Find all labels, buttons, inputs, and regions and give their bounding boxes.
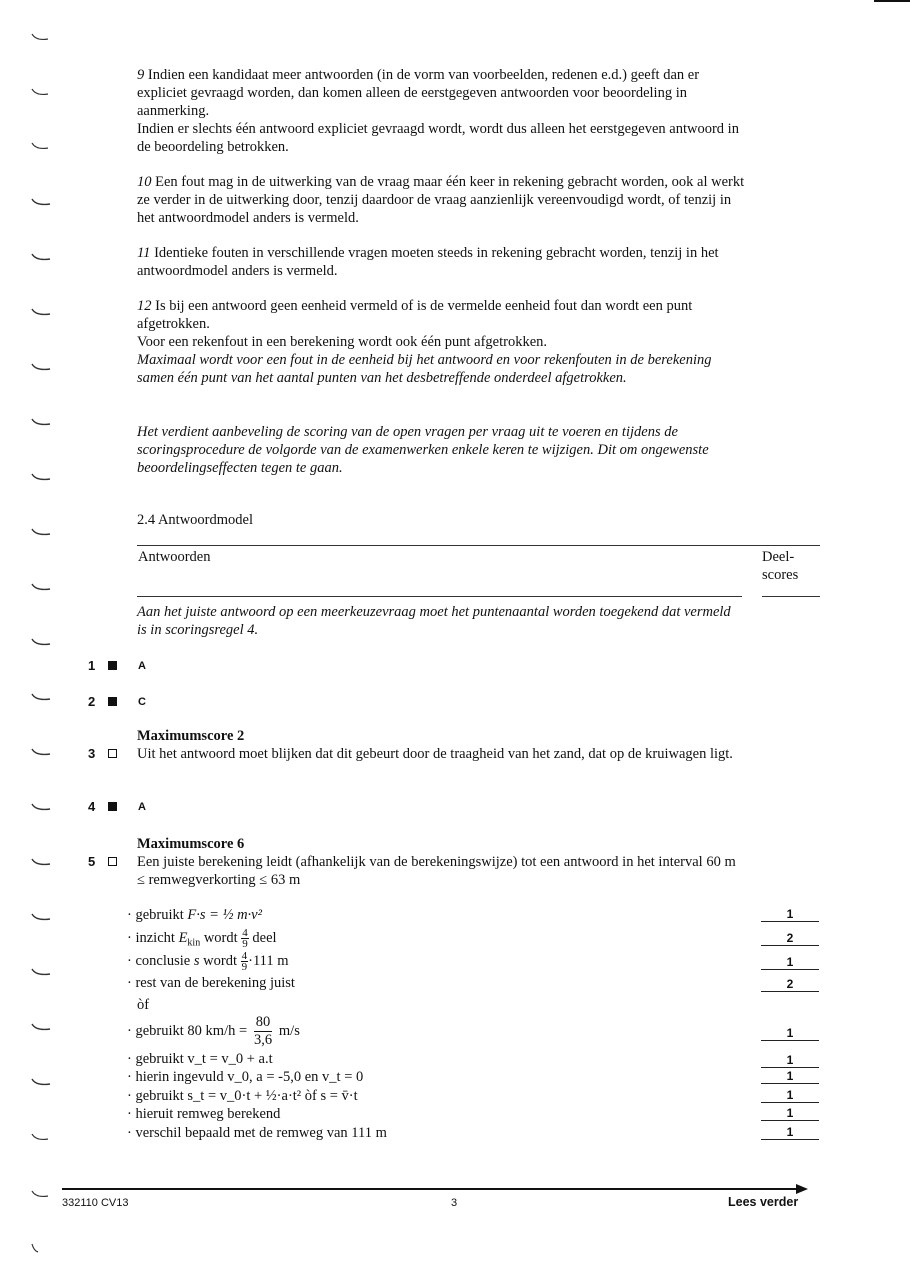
item-fraction [241,928,249,949]
rule-number: 10 [137,174,152,190]
item-text: m/s [275,1022,300,1039]
mc-answer: A [138,660,146,672]
scoring-item: · verschil bepaald met de remweg van 111 m [127,1125,387,1141]
mc-question-marker [108,802,117,811]
tick-mark [30,473,54,483]
max-score-label: Maximumscore 6 [137,836,245,852]
open-question-marker [108,857,117,866]
fraction-numerator: 4 [241,950,248,962]
item-score: 2 [761,931,819,946]
tick-mark [30,33,54,43]
max-score-label: Maximumscore 2 [137,728,245,744]
scoring-item: · hieruit remweg berekend [127,1106,281,1122]
scores-header-rule [762,596,820,597]
scoring-item: · rest van de berekening juist [127,975,295,991]
item-subscript: kin [187,937,201,949]
rule-number: 9 [137,67,145,83]
mc-note: Aan het juiste antwoord op een meerkeuzevraag moet het puntenaantal worden toegekend dat vermeld is in scoringsregel 4. [137,604,731,638]
question-number: 1 [88,658,96,673]
top-edge-line [874,0,910,2]
item-text: rest van de berekening juist [135,975,295,991]
item-text: gebruikt s_t = v_0·t + ½·a·t² òf s = v̄·t [135,1088,358,1104]
item-text: inzicht [135,929,179,946]
item-text: deel [248,929,277,946]
tick-mark [30,748,54,758]
rule-number: 12 [137,298,152,314]
tick-mark [30,253,54,263]
rule-11 [137,244,747,280]
scores-header-line2: scores [762,567,799,583]
tick-mark [30,803,54,813]
tick-mark [30,858,54,868]
item-text: gebruikt 80 km/h = [135,1022,251,1039]
column-header-answers: Antwoorden [138,549,211,565]
item-score: 1 [761,1088,819,1103]
lees-verder-link[interactable]: Lees verder [728,1195,799,1209]
tick-mark [30,1078,54,1088]
footer-rule [62,1188,802,1190]
tick-mark [30,1133,54,1143]
item-fraction [241,951,249,972]
scoring-item: · conclusie s wordt $\frac{4}{9}$ ·111 m [127,950,289,973]
rule-text: Een fout mag in de uitwerking van de vraag maar één keer in rekening gebracht worden, ook al werkt ze verder in de uitwerking door, tenzij daardoor de vraag aanzienlijk vereenvoudigd wordt, of tenzij in het antwoordmodel anders is vermeld. [137,174,745,226]
scoring-item: · gebruikt v_t = v_0 + a.t [127,1051,273,1067]
item-score: 2 [761,977,819,992]
tick-mark [30,363,54,373]
fraction-denominator: 9 [242,938,248,950]
tick-mark [30,968,54,978]
scoring-item: · gebruikt s_t = v_0·t + ½·a·t² òf s = v̄·t [127,1088,358,1104]
item-text: gebruikt v_t = v_0 + a.t [135,1051,273,1067]
tick-mark [30,142,54,152]
item-symbol: s [193,952,200,969]
alternative-marker: òf [137,997,150,1013]
footer-code: 332110 CV13 [62,1197,129,1209]
fraction-denominator: 3,6 [253,1032,273,1048]
rule-text-2: Voor een rekenfout in een berekening wordt ook één punt afgetrokken. [137,334,548,350]
question-number: 3 [88,746,96,761]
tick-mark [30,528,54,538]
section-title: 2.4 Antwoordmodel [137,512,253,528]
item-score: 1 [761,1106,819,1121]
tick-mark [30,583,54,593]
question-number: 2 [88,694,96,709]
fraction-numerator: 80 [255,1014,271,1030]
scoring-item: · gebruikt F·s = ½ m·v² [127,907,262,923]
mc-answer: C [138,696,146,708]
mc-question-marker [108,661,117,670]
scoring-item: · inzicht $E_{kin}$ wordt $\frac{4}{9}$ deel [127,927,277,950]
rule-10 [137,173,747,227]
item-score: 1 [761,1125,819,1140]
tick-mark [30,1190,54,1200]
rule-note-italic: Maximaal wordt voor een fout in de eenheid bij het antwoord en voor rekenfouten in de berekening samen één punt van het aantal punten van het desbetreffende onderdeel afgetrokken. [137,352,712,386]
item-fraction [254,1014,273,1049]
scores-header-line1: Deel- [762,549,795,565]
question-answer-text: Een juiste berekening leidt (afhankelijk van de berekeningswijze) tot een antwoord in het interval 60 m ≤ remwegverkorting ≤ 63 m [137,854,736,888]
tick-mark [30,198,54,208]
question-number: 4 [88,799,96,814]
tick-mark [30,913,54,923]
rule-text: Identieke fouten in verschillende vragen moeten steeds in rekening gebracht worden, tenzij in het antwoordmodel anders is vermeld. [137,245,719,279]
tick-mark [30,88,54,98]
fraction-denominator: 9 [241,961,248,973]
item-text: ·111 m [248,952,289,969]
tick-mark [30,638,54,648]
tick-mark [30,1243,54,1253]
item-score: 1 [761,1069,819,1084]
rule-12 [137,297,747,387]
rule-9 [137,66,747,156]
column-header-scores [762,548,798,584]
rule-text: Is bij een antwoord geen eenheid vermeld of is de vermelde eenheid fout dan wordt een punt afgetrokken. [137,298,693,332]
rule-number: 11 [137,245,151,261]
item-text: conclusie [135,952,194,969]
tick-mark [30,1023,54,1033]
item-text: wordt [200,929,242,946]
item-symbol: E [178,929,188,946]
recommendation: Het verdient aanbeveling de scoring van de open vragen per vraag uit te voeren en tijdens de scoringsprocedure de volgorde van de examenwerken enkele keren te wijzigen. Dit om ongewenste beoordelingseffecten tegen te gaan. [137,424,709,476]
question-number: 5 [88,854,96,869]
tick-mark [30,308,54,318]
next-arrow-icon [796,1184,808,1194]
table-top-rule [137,545,820,546]
item-text: wordt [199,952,241,969]
tick-mark [30,418,54,428]
item-score: 1 [761,1026,819,1041]
tick-mark [30,693,54,703]
item-text: hieruit remweg berekend [135,1106,281,1122]
mc-question-marker [108,697,117,706]
item-score: 1 [761,907,819,922]
scoring-item: · hierin ingevuld v_0, a = -5,0 en v_t = 0 [127,1069,364,1085]
rule-text-2: Indien er slechts één antwoord expliciet gevraagd wordt, wordt dus alleen het eerstgegeven antwoord in de beoordeling betrokken. [137,121,739,155]
open-question-marker [108,749,117,758]
scoring-item: · gebruikt 80 km/h = $\frac{80}{3,6} m/s$ [127,1014,300,1048]
fraction-numerator: 4 [242,927,248,939]
rule-text: Indien een kandidaat meer antwoorden (in de vorm van voorbeelden, redenen e.d.) geeft dan er expliciet gevraagd worden, dan komen alleen de eerstgegeven antwoorden voor beoordeling in aanmerking. [137,67,700,119]
item-score: 1 [761,955,819,970]
item-formula: F·s = ½ m·v² [187,907,262,923]
item-text: verschil bepaald met de remweg van 111 m [135,1125,387,1141]
item-text: gebruikt [135,907,188,923]
question-answer-text: Uit het antwoord moet blijken dat dit gebeurt door de traagheid van het zand, dat op de kruiwagen ligt. [137,746,733,762]
item-text: hierin ingevuld v_0, a = -5,0 en v_t = 0 [135,1069,364,1085]
margin-tick-marks [30,0,60,1286]
table-header-rule [137,596,742,597]
item-score: 1 [761,1053,819,1068]
mc-answer: A [138,801,146,813]
page-number: 3 [451,1197,458,1209]
